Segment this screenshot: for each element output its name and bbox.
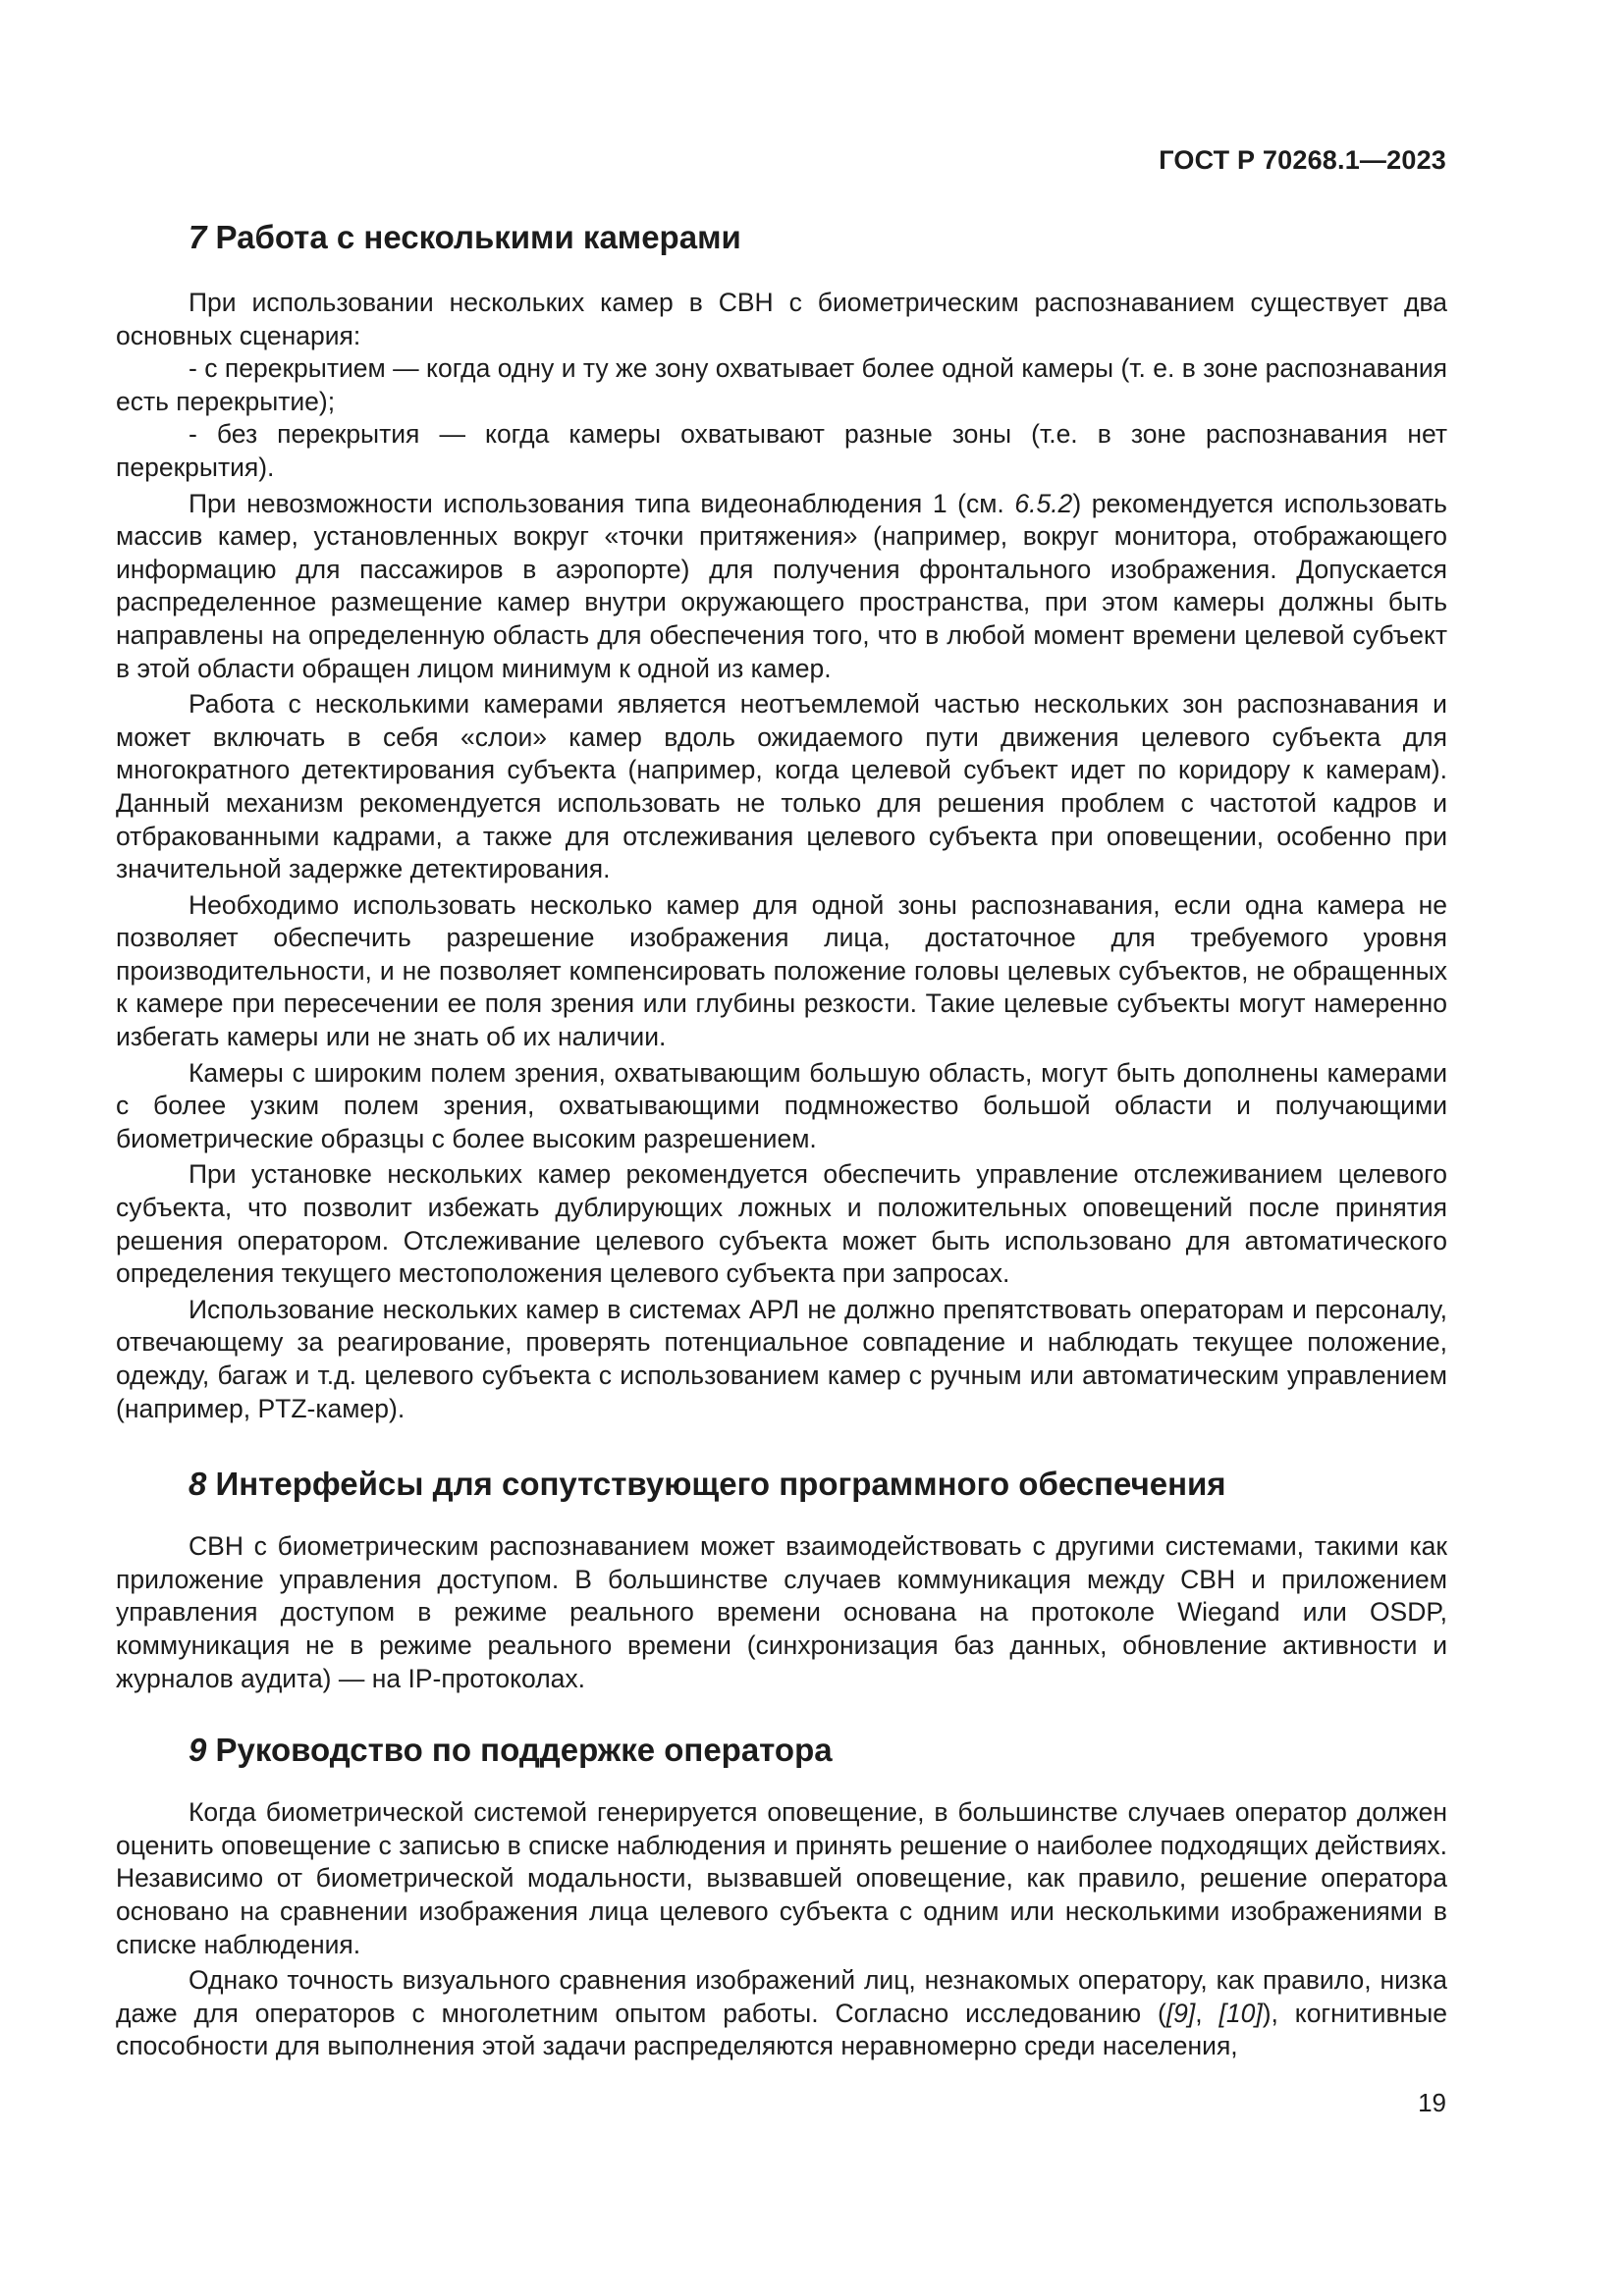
section-7-list-item-1: - с перекрытием — когда одну и ту же зону охватывает более одной камеры (т. е. в зоне распознавания есть перекрытие);: [116, 353, 1447, 416]
section-9-heading: [116, 1731, 1447, 1770]
section-9: [116, 1731, 1447, 2063]
section-9-number: 9: [189, 1732, 207, 1769]
section-8-title: Интерфейсы для сопутствующего программного обеспечения: [215, 1466, 1226, 1503]
standard-code: ГОСТ Р 70268.1—2023: [1159, 145, 1446, 175]
section-7-paragraph-4: Необходимо использовать несколько камер для одной зоны распознавания, если одна камера не позволяет обеспечить разрешение изображения лица, достаточное для требуемого уровня производительности, и не позволяет компенсировать положение головы целевых субъектов, не обращенных к камере при пересечении ее поля зрения или глубины резкости. Такие целевые субъекты могут намеренно избегать камеры или не знать об их наличии.: [116, 889, 1447, 1052]
section-7-heading: [116, 218, 1447, 257]
bibliography-reference: [9]: [1165, 1998, 1196, 2028]
section-9-paragraph-1: Когда биометрической системой генерируется оповещение, в большинстве случаев оператор должен оценить оповещение с записью в списке наблюдения и принять решение о наиболее подходящих действиях. Независимо от биометрической модальности, вызвавшей оповещение, как правило, решение оператора основано на сравнении изображения лица целевого субъекта с одним или несколькими изображениями в списке наблюдения.: [116, 1797, 1447, 1959]
section-7-paragraph-5: Камеры с широким полем зрения, охватывающим большую область, могут быть дополнены камерами с более узким полем зрения, охватывающими подмножество большой области и получающими биометрические образцы с более высоким разрешением.: [116, 1057, 1447, 1153]
section-7-paragraph-2: [116, 488, 1447, 686]
section-9-paragraph-2: [116, 1964, 1447, 2063]
section-7: [116, 218, 1447, 1425]
clause-reference: 6.5.2: [1014, 488, 1073, 518]
section-8-number: 8: [189, 1466, 207, 1503]
paragraph-text: При невозможности использования типа видеонаблюдения 1 (см.: [189, 488, 1015, 518]
paragraph-text: ) рекомендуется использовать массив камер, установленных вокруг «точки притяжения» (например, вокруг монитора, отображающего информацию для пассажиров в аэропорте) для получения фронтального изображения. Допускается распределенное размещение камер внутри окружающего пространства, при этом камеры должны быть направлены на определенную область для обеспечения того, что в любой момент времени целевой субъект в этой области обращен лицом минимум к одной из камер.: [116, 488, 1447, 683]
section-7-number: 7: [189, 219, 207, 255]
paragraph-text: ), когнитивные способности для выполнения этой задачи распределяются неравномерно среди населения,: [116, 1998, 1447, 2061]
paragraph-text: Однако точность визуального сравнения изображений лиц, незнакомых оператору, как правило, низка даже для операторов с многолетним опытом работы. Согласно исследованию (: [116, 1965, 1447, 2028]
section-7-paragraph-3: Работа с несколькими камерами является неотъемлемой частью нескольких зон распознавания и может включать в себя «слои» камер вдоль ожидаемого пути движения целевого субъекта для многократного детектирования субъекта (например, когда целевой субъект идет по коридору к камерам). Данный механизм рекомендуется использовать не только для решения проблем с частотой кадров и отбракованными кадрами, а также для отслеживания целевого субъекта при оповещении, особенно при значительной задержке детектирования.: [116, 689, 1447, 884]
section-9-title: Руководство по поддержке оператора: [215, 1732, 833, 1769]
paragraph-text: ,: [1195, 1998, 1219, 2028]
section-7-title: Работа с несколькими камерами: [215, 219, 741, 255]
section-7-paragraph-1: При использовании нескольких камер в СВН с биометрическим распознаванием существует два основных сценария:: [116, 288, 1447, 350]
section-7-paragraph-6: При установке нескольких камер рекомендуется обеспечить управление отслеживанием целевого субъекта, что позволит избежать дублирующих ложных и положительных оповещений после принятия решения оператором. Отслеживание целевого субъекта может быть использовано для автоматического определения текущего местоположения целевого субъекта при запросах.: [116, 1159, 1447, 1289]
bibliography-reference: [10]: [1218, 1998, 1263, 2028]
page-number: 19: [1418, 2088, 1446, 2117]
section-8-paragraph-1: СВН с биометрическим распознаванием может взаимодействовать с другими системами, такими как приложение управления доступом. В большинстве случаев коммуникация между СВН и приложением управления доступом в режиме реального времени основана на протоколе Wiegand или OSDP, коммуникация не в режиме реального времени (синхронизация баз данных, обновление активности и журналов аудита) — на IP-протоколах.: [116, 1531, 1447, 1693]
section-7-list-item-2: - без перекрытия — когда камеры охватывают разные зоны (т.е. в зоне распознавания нет перекрытия).: [116, 419, 1447, 482]
section-8-heading: [116, 1465, 1447, 1504]
section-7-paragraph-7: Использование нескольких камер в системах АРЛ не должно препятствовать операторам и персоналу, отвечающему за реагирование, проверять потенциальное совпадение и наблюдать текущее положение, одежду, багаж и т.д. целевого субъекта с использованием камер с ручным или автоматическим управлением (например, PTZ-камер).: [116, 1294, 1447, 1423]
page-content: [116, 218, 1447, 2063]
section-8: [116, 1465, 1447, 1695]
